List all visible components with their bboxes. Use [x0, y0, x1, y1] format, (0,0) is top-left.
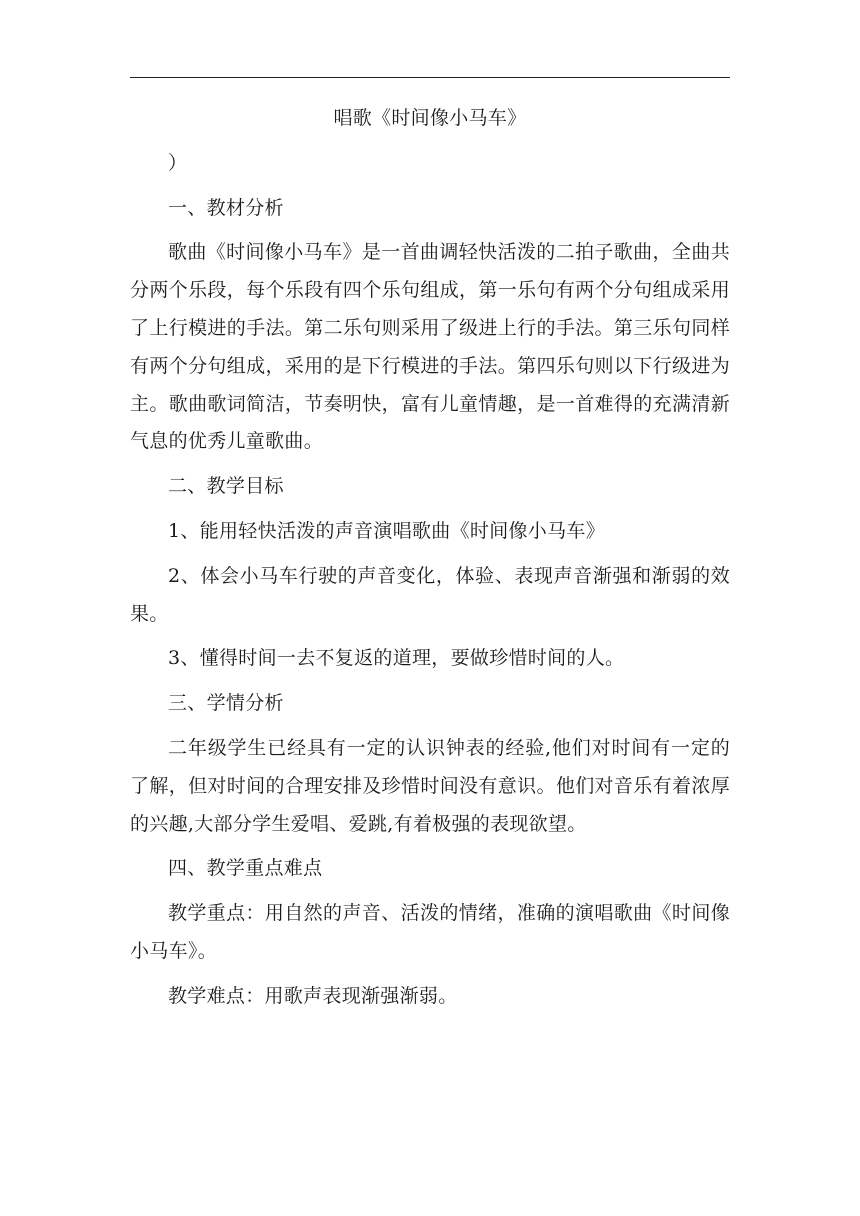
section-heading-textbook-analysis: 一、教材分析 [168, 196, 284, 219]
header-rule [130, 77, 730, 78]
paragraph-goal-3: 3、懂得时间一去不复返的道理，要做珍惜时间的人。 [168, 647, 625, 670]
section-heading-student-analysis: 三、学情分析 [168, 692, 284, 715]
paragraph-goal-2: 2、体会小马车行驶的声音变化，体验、表现声音渐强和渐弱的效果。 [130, 564, 730, 625]
paragraph-goal-1: 1、能用轻快活泼的声音演唱歌曲《时间像小马车》 [168, 519, 605, 542]
document-title: 唱歌《时间像小马车》 [333, 107, 527, 129]
paragraph-textbook-analysis: 歌曲《时间像小马车》是一首曲调轻快活泼的二拍子歌曲，全曲共分两个乐段，每个乐段有四个乐句组成，第一乐句有两个分句组成采用了上行模进的手法。第二乐句则采用了级进上行的手法。第三乐句同样有两个分句组成，采用的是下行模进的手法。第四乐句则以下行级进为主。歌曲歌词简洁，节奏明快，富有儿童情趣，是一首难得的充满清新气息的优秀儿童歌曲。 [130, 241, 730, 453]
document-page [130, 0, 730, 1216]
paragraph-bracket: ） [168, 151, 188, 174]
section-heading-key-points: 四、教学重点难点 [168, 857, 323, 880]
paragraph-key-point: 教学重点：用自然的声音、活泼的情绪，准确的演唱歌曲《时间像小马车》。 [130, 902, 730, 962]
paragraph-difficult-point: 教学难点：用歌声表现渐强渐弱。 [168, 984, 458, 1007]
paragraph-student-analysis: 二年级学生已经具有一定的认识钟表的经验,他们对时间有一定的了解，但对时间的合理安排及珍惜时间没有意识。他们对音乐有着浓厚的兴趣,大部分学生爱唱、爱跳,有着极强的表现欲望。 [130, 736, 730, 835]
section-heading-teaching-goals: 二、教学目标 [168, 475, 284, 498]
document-body [130, 100, 730, 1023]
